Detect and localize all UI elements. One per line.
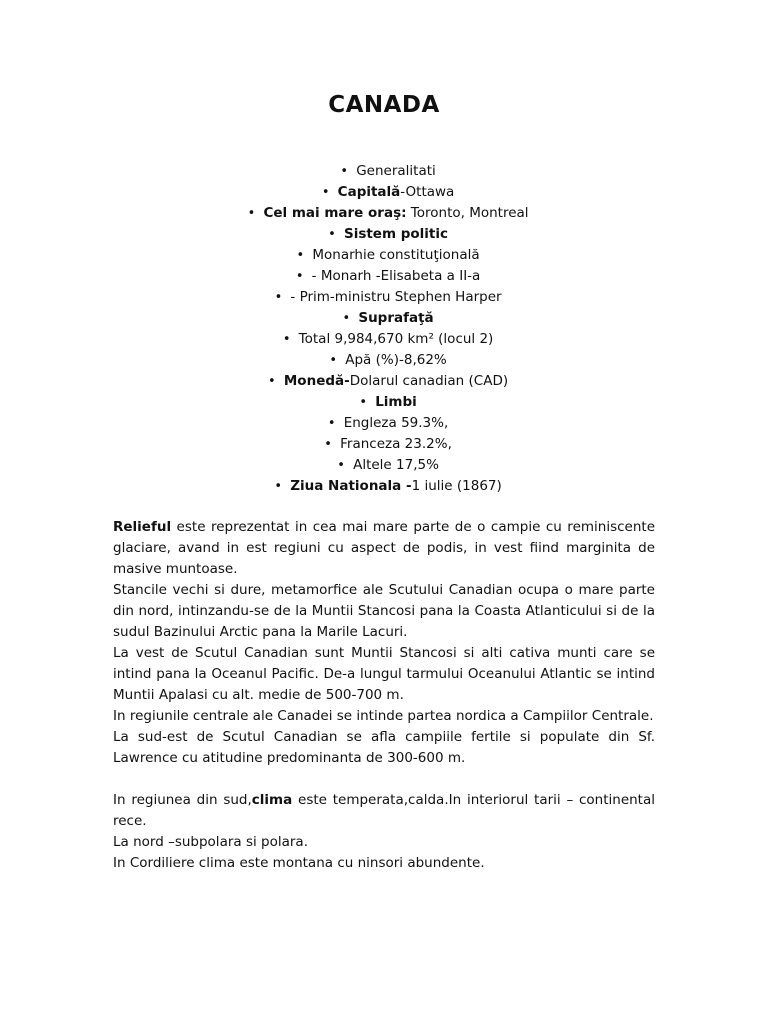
item-text: - Prim-ministru Stephen Harper bbox=[290, 289, 502, 305]
relief-paragraph: In regiunile centrale ale Canadei se intinde partea nordica a Campiilor Centrale. bbox=[113, 708, 654, 724]
list-item bbox=[0, 413, 768, 434]
item-bold: Limbi bbox=[375, 394, 417, 410]
clima-paragraph bbox=[113, 790, 655, 832]
item-bold: Ziua Nationala - bbox=[290, 478, 412, 494]
list-item bbox=[0, 266, 768, 287]
facts-list bbox=[0, 161, 768, 497]
item-bold: Monedă- bbox=[283, 373, 350, 389]
clima-paragraph: La nord –subpolara si polara. bbox=[113, 834, 308, 850]
item-text: Engleza 59.3%, bbox=[343, 415, 449, 431]
list-item bbox=[0, 161, 768, 182]
list-item bbox=[0, 308, 768, 329]
item-text: 1 iulie (1867) bbox=[411, 478, 502, 494]
item-bold: Capitală bbox=[337, 184, 401, 200]
list-item bbox=[0, 392, 768, 413]
item-text: - Monarh -Elisabeta a II-a bbox=[311, 268, 481, 284]
list-item bbox=[0, 329, 768, 350]
relief-paragraph: La sud-est de Scutul Canadian se afla campiile fertile si populate din Sf. Lawrence cu atitudine predominanta de 300-600 m. bbox=[113, 729, 655, 766]
list-item bbox=[0, 371, 768, 392]
list-item bbox=[0, 203, 768, 224]
clima-pre: In regiunea din sud, bbox=[113, 792, 252, 808]
paragraph-gap bbox=[113, 769, 655, 790]
item-bold: Suprafaţă bbox=[358, 310, 434, 326]
item-text: Total 9,984,670 km² (locul 2) bbox=[298, 331, 494, 347]
clima-heading: clima bbox=[251, 792, 293, 808]
item-bold: Cel mai mare oraş: bbox=[263, 205, 407, 221]
item-text: -Ottawa bbox=[400, 184, 455, 200]
list-item bbox=[0, 434, 768, 455]
relief-paragraph bbox=[113, 517, 655, 580]
relief-heading: Relieful bbox=[113, 519, 172, 535]
list-item bbox=[0, 476, 768, 497]
list-item bbox=[0, 455, 768, 476]
item-text: Monarhie constituţională bbox=[312, 247, 480, 263]
item-text: Franceza 23.2%, bbox=[340, 436, 452, 452]
list-item bbox=[0, 350, 768, 371]
body-text bbox=[113, 517, 655, 874]
item-text: Altele 17,5% bbox=[353, 457, 439, 473]
list-item bbox=[0, 287, 768, 308]
list-item bbox=[0, 224, 768, 245]
relief-paragraph: Stancile vechi si dure, metamorfice ale Scutului Canadian ocupa o mare parte din nord, intinzandu-se de la Muntii Stancosi pana la Coasta Atlanticului si de la sudul Bazinului Arctic pana la Marile Lacuri. bbox=[113, 582, 655, 640]
item-text: Toronto, Montreal bbox=[406, 205, 529, 221]
list-item bbox=[0, 245, 768, 266]
clima-paragraph: In Cordiliere clima este montana cu ninsori abundente. bbox=[113, 855, 485, 871]
clima-post: este temperata,calda.In interiorul tarii – continental rece. bbox=[113, 792, 655, 829]
item-bold: Sistem politic bbox=[343, 226, 449, 242]
item-text: Apă (%)-8,62% bbox=[345, 352, 447, 368]
list-item bbox=[0, 182, 768, 203]
relief-paragraph: La vest de Scutul Canadian sunt Muntii Stancosi si alti cativa munti care se intind pana la Oceanul Pacific. De-a lungul tarmului Oceanului Atlantic se intind Muntii Apalasi cu alt. medie de 500-700 m. bbox=[113, 645, 655, 703]
item-text: Dolarul canadian (CAD) bbox=[349, 373, 509, 389]
item-text: Generalitati bbox=[356, 163, 436, 179]
relief-text: este reprezentat in cea mai mare parte de o campie cu reminiscente glaciare, avand in est regiuni cu aspect de podis, in vest fiind marginita de masive muntoase. bbox=[113, 519, 655, 577]
page-title: CANADA bbox=[328, 92, 440, 118]
